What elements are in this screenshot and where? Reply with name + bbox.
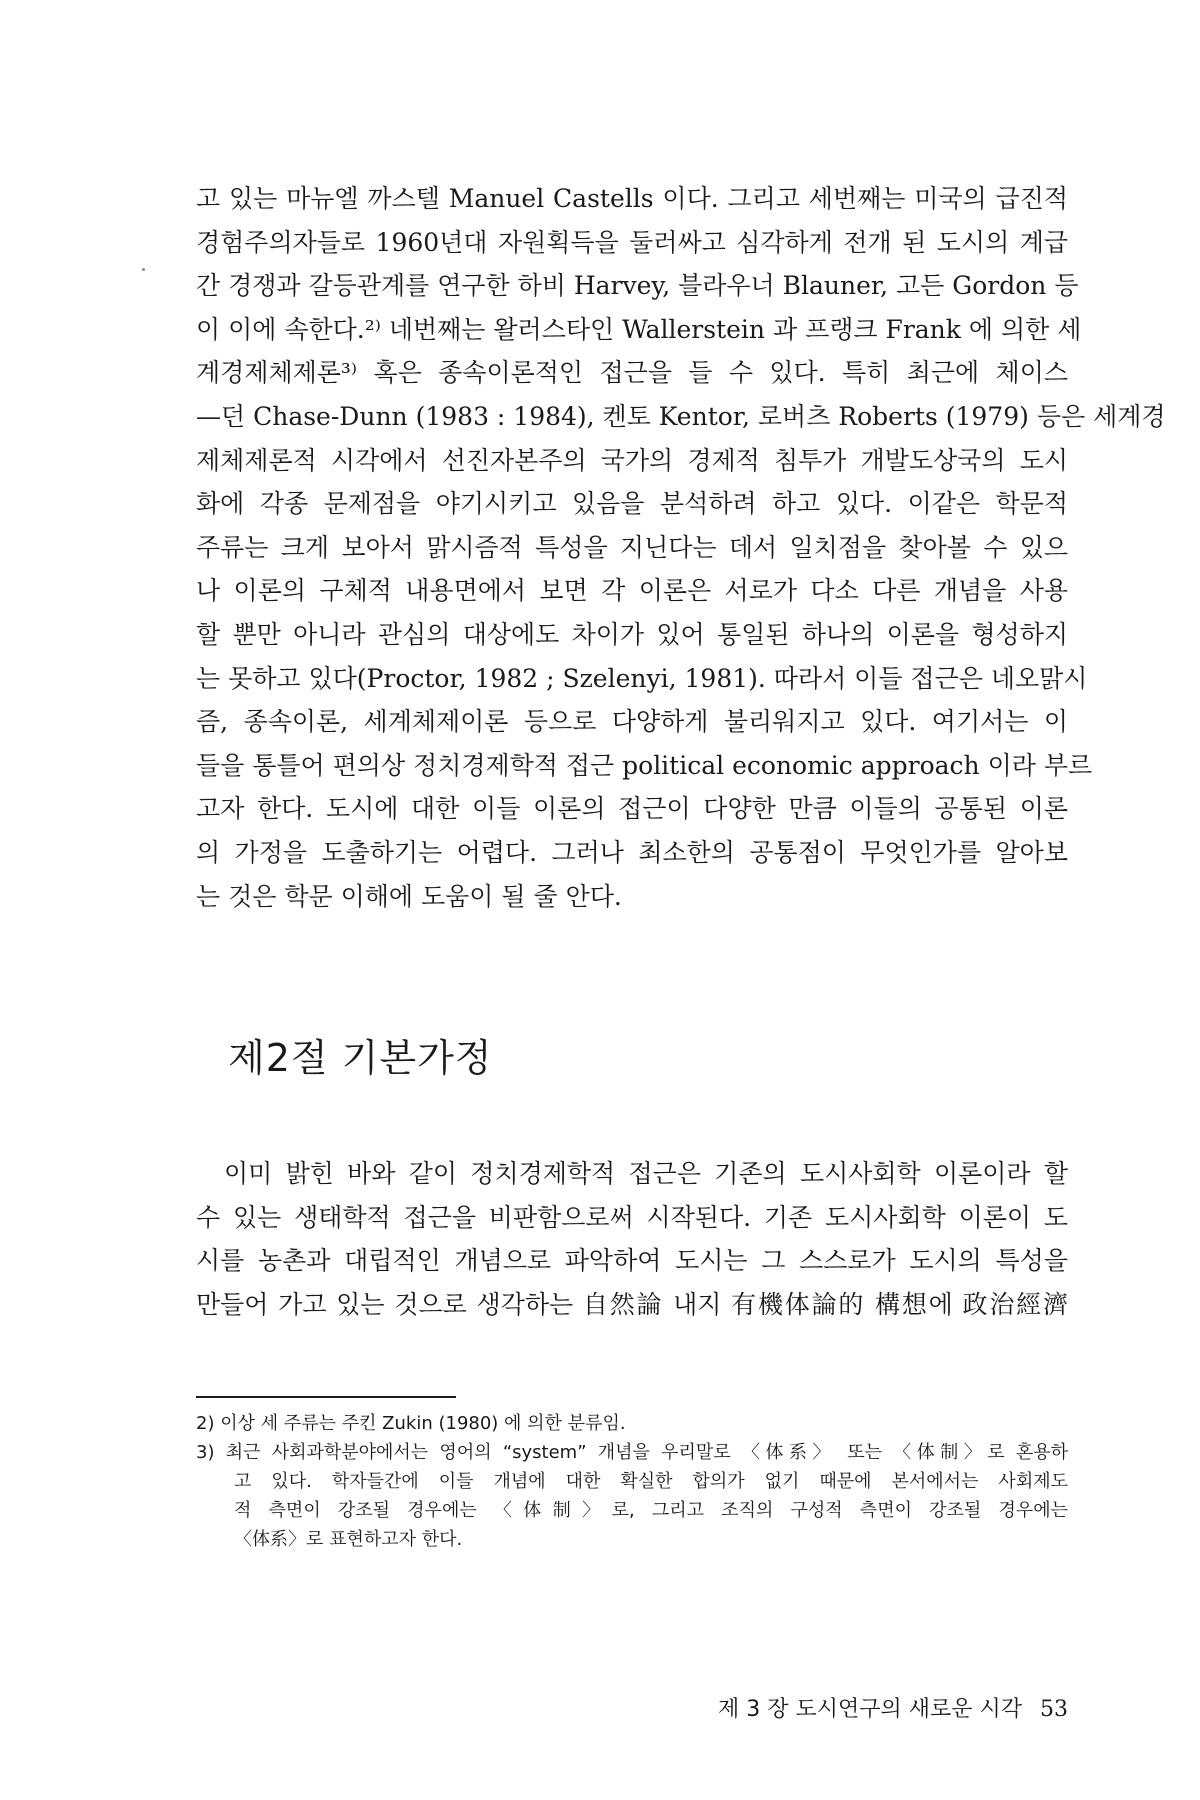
page-footer (718, 1695, 1068, 1725)
body-line: 고 있는 마뉴엘 까스텔 Manuel Castells 이다. 그리고 세번째는 미국의 급진적 (196, 184, 1068, 213)
body-line: 는 못하고 있다(Proctor, 1982 ; Szelenyi, 1981). 따라서 이들 접근은 네오맑시 (196, 663, 1088, 693)
body-line: 나 이론의 구체적 내용면에서 보면 각 이론은 서로가 다소 다른 개념을 사용 (196, 576, 1068, 606)
body-line: 이미 밝힌 바와 같이 정치경제학적 접근은 기존의 도시사회학 이론이라 할 (224, 1159, 1068, 1188)
body-line: 는 것은 학문 이해에 도움이 될 줄 안다. (196, 881, 622, 911)
body-line: 할 뿐만 아니라 관심의 대상에도 차이가 있어 통일된 하나의 이론을 형성하지 (196, 620, 1068, 649)
body-line: 제체제론적 시각에서 선진자본주의 국가의 경제적 침투가 개발도상국의 도시 (196, 445, 1068, 475)
footnote-line: 2) 이상 세 주류는 주킨 Zukin (1980) 에 의한 분류임. (196, 1413, 626, 1434)
footnote-line: 고 있다. 학자들간에 이들 개념에 대한 확실한 합의가 없기 때문에 본서에서는 사회제도 (234, 1471, 1068, 1492)
body-line: 수 있는 생태학적 접근을 비판함으로써 시작된다. 기존 도시사회학 이론이 도 (196, 1202, 1068, 1232)
footnote-line: 〈体系〉로 표현하고자 한다. (234, 1529, 463, 1550)
body-line: 이 이에 속한다.²⁾ 네번째는 왈러스타인 Wallerstein 과 프랭크 Frank 에 의한 세 (196, 314, 1082, 344)
page-number: 53 (1040, 1697, 1068, 1722)
body-line: 계경제체제론³⁾ 혹은 종속이론적인 접근을 들 수 있다. 특히 최근에 체이스 (196, 358, 1068, 388)
body-line: 의 가정을 도출하기는 어렵다. 그러나 최소한의 공통점이 무엇인가를 알아보 (196, 838, 1068, 867)
body-line: 경험주의자들로 1960년대 자원획득을 둘러싸고 심각하게 전개 된 도시의 계급 (196, 227, 1068, 257)
footnote-line: 적 측면이 강조될 경우에는 〈体制〉로, 그리고 조직의 구성적 측면이 강조될 경우에는 (234, 1500, 1068, 1521)
body-line: 즘, 종속이론, 세계체제이론 등으로 다양하게 불리워지고 있다. 여기서는 이 (196, 707, 1068, 737)
body-line: 주류는 크게 보아서 맑시즘적 특성을 지닌다는 데서 일치점을 찾아볼 수 있으 (196, 532, 1068, 562)
body-line: 간 경쟁과 갈등관계를 연구한 하비 Harvey, 블라우너 Blauner, 고든 Gordon 등 (196, 271, 1079, 301)
body-line: 들을 통틀어 편의상 정치경제학적 접근 political economic approach 이라 부르 (196, 750, 1093, 780)
body-line: 시를 농촌과 대립적인 개념으로 파악하여 도시는 그 스스로가 도시의 특성을 (196, 1246, 1068, 1276)
body-line: —던 Chase-Dunn (1983 : 1984), 켄토 Kentor, 로버츠 Roberts (1979) 등은 세계경 (196, 402, 1166, 431)
body-line: 화에 각종 문제점을 야기시키고 있음을 분석하려 하고 있다. 이같은 학문적 (196, 489, 1068, 519)
body-line: 고자 한다. 도시에 대한 이들 이론의 접근이 다양한 만큼 이들의 공통된 이론 (196, 794, 1068, 824)
footnote-divider (196, 1396, 456, 1398)
footnote-line: 3) 최근 사회과학분야에서는 영어의 “system” 개념을 우리말로 〈体系〉 또는 〈体制〉로 혼용하 (196, 1442, 1068, 1463)
section-heading: 제2절 기본가정 (228, 1036, 493, 1080)
body-line: 만들어 가고 있는 것으로 생각하는 自然論 내지 有機体論的 構想에 政治經濟 (196, 1289, 1068, 1319)
running-footer-chapter: 제 3 장 도시연구의 새로운 시각 (718, 1697, 1022, 1722)
margin-mark (142, 268, 145, 271)
